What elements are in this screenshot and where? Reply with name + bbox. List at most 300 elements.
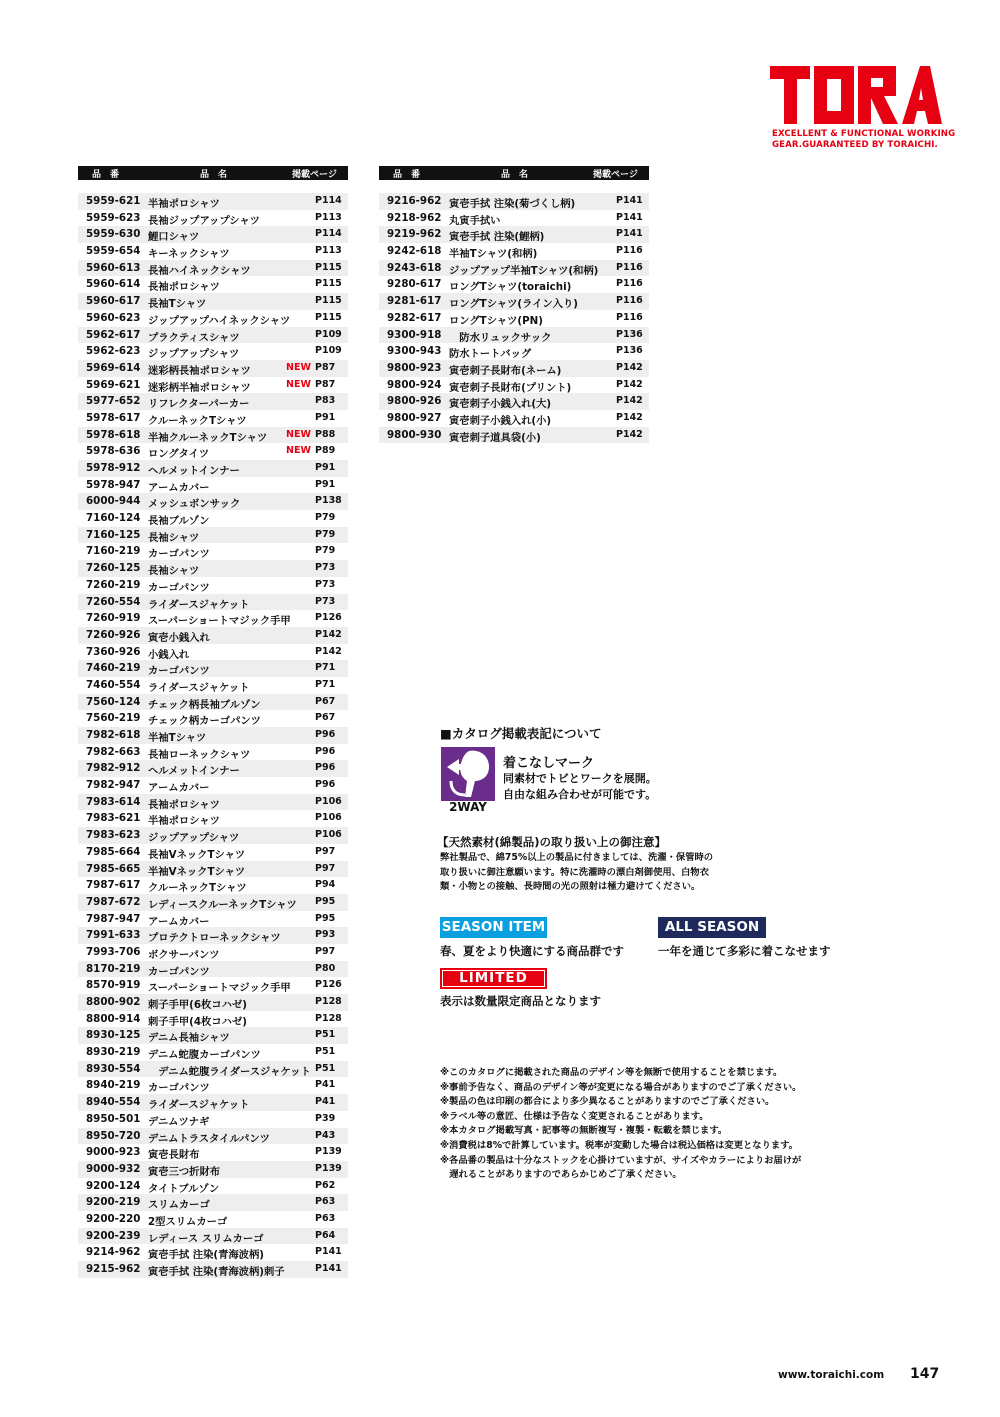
brand-tagline bbox=[772, 129, 955, 151]
table-row bbox=[78, 944, 348, 961]
toraichi-logo bbox=[770, 66, 942, 124]
table-row bbox=[78, 744, 348, 761]
table-row bbox=[78, 1211, 348, 1228]
page-ref: P87 bbox=[315, 361, 336, 373]
table-row bbox=[78, 210, 348, 227]
product-code: 7260-125 bbox=[86, 562, 141, 575]
product-name: プロテクトローネックシャツ bbox=[148, 932, 281, 945]
product-code: 5977-652 bbox=[86, 395, 141, 408]
page-ref: P51 bbox=[315, 1029, 336, 1041]
page-ref: P51 bbox=[315, 1062, 336, 1074]
page-ref: P41 bbox=[315, 1079, 336, 1091]
table-row bbox=[78, 1178, 348, 1195]
page-ref: P113 bbox=[315, 245, 342, 257]
product-name: メッシュボンサック bbox=[148, 498, 241, 511]
product-code: 7260-554 bbox=[86, 595, 141, 608]
product-code: 5960-614 bbox=[86, 278, 141, 291]
table-row bbox=[379, 327, 649, 344]
product-code: 9200-239 bbox=[86, 1229, 141, 1242]
page-ref: P115 bbox=[315, 278, 342, 290]
product-code: 5960-623 bbox=[86, 311, 141, 324]
product-name: 半袖クルーネックTシャツ bbox=[148, 431, 268, 444]
table-row bbox=[78, 477, 348, 494]
page-ref: P142 bbox=[616, 411, 643, 423]
product-name: レディース スリムカーゴ bbox=[148, 1232, 264, 1245]
product-name: ライダースジャケット bbox=[148, 598, 250, 611]
page-ref: P142 bbox=[315, 645, 342, 657]
disclaimer-item: ※このカタログに掲載された商品のデザイン等を無断で使用することを禁じます。 bbox=[440, 1067, 783, 1078]
product-name: 寅壱刺子長財布(ネーム) bbox=[449, 364, 562, 377]
table-row bbox=[78, 1228, 348, 1245]
page-ref: P43 bbox=[315, 1129, 336, 1141]
table-row bbox=[78, 1111, 348, 1128]
season-item-desc: 春、夏をより快適にする商品群です bbox=[440, 944, 624, 958]
header-name: 品 名 bbox=[200, 170, 228, 180]
page-ref: P141 bbox=[616, 195, 643, 206]
table-row bbox=[78, 510, 348, 527]
page-ref: P138 bbox=[315, 495, 342, 507]
product-code: 9281-617 bbox=[387, 295, 442, 308]
product-code: 9200-124 bbox=[86, 1179, 141, 1192]
product-name: ボクサーパンツ bbox=[148, 948, 220, 961]
product-code: 8800-914 bbox=[86, 1012, 141, 1025]
product-code: 9800-930 bbox=[387, 428, 442, 441]
table-row bbox=[78, 660, 348, 677]
page-ref: P91 bbox=[315, 411, 336, 423]
product-code: 7460-554 bbox=[86, 678, 141, 691]
product-table-right bbox=[379, 166, 649, 443]
page-ref: P93 bbox=[315, 929, 336, 941]
table-row bbox=[78, 1094, 348, 1111]
table-row bbox=[78, 977, 348, 994]
product-code: 9200-220 bbox=[86, 1212, 141, 1225]
product-name: カーゴパンツ bbox=[148, 581, 210, 594]
page-ref: P96 bbox=[315, 762, 336, 774]
page-ref: P89 bbox=[315, 445, 336, 457]
product-name: 迷彩柄半袖ポロシャツ bbox=[148, 381, 251, 394]
table-row bbox=[78, 1161, 348, 1178]
table-row bbox=[78, 727, 348, 744]
table-row bbox=[78, 794, 348, 811]
product-name: 刺子手甲(6枚コハゼ) bbox=[148, 999, 247, 1011]
product-code: 9000-932 bbox=[86, 1162, 141, 1175]
page-ref: P94 bbox=[315, 879, 336, 891]
product-name: 寅壱小銭入れ bbox=[148, 631, 210, 644]
product-code: 5969-621 bbox=[86, 378, 141, 391]
product-code: 7985-664 bbox=[86, 845, 141, 858]
table-row bbox=[78, 1194, 348, 1211]
page-ref: P142 bbox=[616, 361, 643, 373]
table-row bbox=[379, 193, 649, 210]
disclaimer-item: 遅れることがありますのであらかじめご了承ください。 bbox=[440, 1169, 682, 1181]
table-row bbox=[78, 694, 348, 711]
product-name: ジップアップハイネックシャツ bbox=[148, 314, 291, 327]
page-ref: P88 bbox=[315, 428, 336, 440]
product-code: 7360-926 bbox=[86, 645, 141, 658]
table-row bbox=[78, 1244, 348, 1261]
table-row bbox=[78, 627, 348, 644]
product-code: 7991-633 bbox=[86, 929, 141, 942]
product-name: 寅壱刺子道具袋(小) bbox=[449, 431, 541, 444]
page-ref: P141 bbox=[616, 228, 643, 240]
product-name: 防水リュックサック bbox=[449, 331, 552, 344]
table-row bbox=[78, 260, 348, 277]
disclaimer-item: ※事前予告なく、商品のデザイン等が変更になる場合がありますのでご了承ください。 bbox=[440, 1081, 802, 1093]
product-code: 7160-125 bbox=[86, 528, 141, 541]
new-badge: NEW bbox=[286, 445, 311, 457]
disclaimer-list bbox=[440, 1066, 801, 1183]
product-name: 寅壱手拭 注染(菊づくし柄) bbox=[449, 198, 576, 210]
product-code: 7983-621 bbox=[86, 812, 141, 825]
2way-mark-icon bbox=[441, 747, 495, 813]
table-row bbox=[78, 410, 348, 427]
limited-desc: 表示は数量限定商品となります bbox=[440, 994, 601, 1008]
table-row bbox=[78, 677, 348, 694]
table-row bbox=[78, 343, 348, 360]
table-row bbox=[379, 377, 649, 394]
product-code: 5959-654 bbox=[86, 245, 141, 258]
product-name: 長袖Tシャツ bbox=[148, 298, 207, 311]
page-ref: P128 bbox=[315, 1012, 342, 1024]
disclaimer-item: ※ラベル等の意匠、仕様は予告なく変更されることがあります。 bbox=[440, 1110, 709, 1122]
table-row bbox=[78, 1011, 348, 1028]
product-name: カーゴパンツ bbox=[148, 1082, 210, 1095]
table-row bbox=[78, 427, 348, 444]
product-code: 7160-219 bbox=[86, 545, 141, 558]
page-ref: P114 bbox=[315, 228, 342, 240]
table-row bbox=[78, 594, 348, 611]
table-row bbox=[379, 393, 649, 410]
tagline-line-1: EXCELLENT & FUNCTIONAL WORKING bbox=[772, 129, 956, 139]
product-name: カーゴパンツ bbox=[148, 548, 210, 561]
page-ref: P83 bbox=[315, 395, 336, 407]
product-name: アームカバー bbox=[148, 915, 210, 928]
table-row bbox=[78, 894, 348, 911]
product-name: ジップアップシャツ bbox=[148, 348, 240, 361]
page-ref: P51 bbox=[315, 1046, 336, 1058]
table-row bbox=[78, 1027, 348, 1044]
footer-url[interactable]: www.toraichi.com bbox=[778, 1369, 885, 1381]
page-ref: P139 bbox=[315, 1146, 342, 1158]
page-ref: P106 bbox=[315, 812, 342, 824]
product-code: 7260-926 bbox=[86, 628, 141, 641]
table-row bbox=[78, 310, 348, 327]
table-row bbox=[379, 226, 649, 243]
product-code: 7260-219 bbox=[86, 578, 141, 591]
catalog-notation-title: ■カタログ掲載表記について bbox=[440, 726, 602, 741]
table-row bbox=[379, 210, 649, 227]
product-name: 寅壱長財布 bbox=[148, 1149, 200, 1162]
product-name: デニム蛇腹カーゴパンツ bbox=[148, 1049, 261, 1062]
product-code: 5978-617 bbox=[86, 411, 141, 424]
product-name: 鯉口シャツ bbox=[148, 231, 200, 244]
product-name: タイトブルゾン bbox=[148, 1182, 220, 1195]
page-ref: P106 bbox=[315, 829, 342, 841]
product-name: デニムツナギ bbox=[148, 1115, 210, 1128]
mark-desc-line-1: 同素材でトビとワークを展開。 bbox=[503, 772, 657, 785]
table-row bbox=[78, 527, 348, 544]
product-name: チェック柄長袖ブルゾン bbox=[148, 698, 261, 711]
product-code: 5969-614 bbox=[86, 361, 141, 374]
page-ref: P73 bbox=[315, 562, 336, 574]
product-name: 半袖ポロシャツ bbox=[148, 198, 220, 210]
product-name: ライダースジャケット bbox=[148, 1099, 250, 1112]
product-code: 7160-124 bbox=[86, 512, 141, 525]
product-code: 7985-665 bbox=[86, 862, 141, 875]
product-name: 2型スリムカーゴ bbox=[148, 1215, 228, 1228]
page-ref: P96 bbox=[315, 745, 336, 757]
product-name: 丸寅手拭い bbox=[449, 214, 501, 227]
product-code: 7260-919 bbox=[86, 612, 141, 625]
product-name: 半袖ポロシャツ bbox=[148, 815, 220, 828]
new-badge: NEW bbox=[286, 378, 311, 390]
product-code: 7560-219 bbox=[86, 712, 141, 725]
tagline-line-2: GEAR.GUARANTEED BY TORAICHI. bbox=[772, 140, 938, 150]
table-row bbox=[78, 861, 348, 878]
page-ref: P116 bbox=[616, 311, 643, 323]
table-row bbox=[78, 193, 348, 210]
product-code: 5959-623 bbox=[86, 211, 141, 224]
product-code: 8800-902 bbox=[86, 996, 141, 1008]
product-code: 7983-614 bbox=[86, 795, 141, 808]
product-name: 寅壱手拭 注染(鯉柄) bbox=[449, 231, 545, 244]
table-header bbox=[379, 166, 649, 180]
page-ref: P141 bbox=[315, 1263, 342, 1274]
table-row bbox=[379, 310, 649, 327]
table-row bbox=[78, 994, 348, 1011]
product-name: ヘルメットインナー bbox=[148, 465, 240, 477]
product-code: 7982-912 bbox=[86, 762, 141, 775]
page-ref: P64 bbox=[315, 1229, 336, 1241]
product-name: 長袖VネックTシャツ bbox=[148, 848, 246, 861]
page-ref: P109 bbox=[315, 328, 342, 340]
product-code: 5959-630 bbox=[86, 228, 141, 241]
product-name: 寅壱三つ折財布 bbox=[148, 1165, 221, 1178]
product-name: デニム長袖シャツ bbox=[148, 1032, 230, 1045]
product-name: ロングTシャツ(ライン入り) bbox=[449, 298, 578, 311]
table-row bbox=[379, 276, 649, 293]
product-name: 半袖Tシャツ(和柄) bbox=[449, 248, 538, 261]
table-row bbox=[78, 493, 348, 510]
page-ref: P67 bbox=[315, 695, 336, 707]
page-ref: P39 bbox=[315, 1112, 336, 1124]
page-ref: P62 bbox=[315, 1179, 336, 1191]
page-ref: P96 bbox=[315, 729, 336, 740]
page-number: 147 bbox=[910, 1366, 940, 1382]
table-row bbox=[78, 1044, 348, 1061]
page-ref: P142 bbox=[616, 378, 643, 390]
table-row bbox=[78, 760, 348, 777]
header-page: 掲載ページ bbox=[292, 170, 337, 180]
page-ref: P128 bbox=[315, 996, 342, 1007]
product-code: 7987-672 bbox=[86, 895, 141, 908]
table-row bbox=[78, 810, 348, 827]
product-name: リフレクターパーカー bbox=[148, 398, 250, 411]
product-name: クルーネックTシャツ bbox=[148, 414, 247, 427]
mark-desc-line-2: 自由な組み合わせが可能です。 bbox=[503, 788, 657, 801]
product-name: スーパーショートマジック手甲 bbox=[148, 982, 291, 995]
product-code: 7982-663 bbox=[86, 745, 141, 758]
product-code: 8930-554 bbox=[86, 1062, 141, 1075]
page-ref: P91 bbox=[315, 462, 336, 473]
table-row bbox=[78, 911, 348, 928]
season-item-badge: SEASON ITEM bbox=[440, 917, 547, 938]
page-ref: P142 bbox=[616, 395, 643, 407]
header-page: 掲載ページ bbox=[593, 170, 638, 180]
product-name: 寅壱刺子小銭入れ(小) bbox=[449, 414, 552, 427]
product-code: 9242-618 bbox=[387, 245, 442, 258]
table-row bbox=[78, 560, 348, 577]
cotton-line: 類・小物との接触、長時間の光の照射は極力避けてください。 bbox=[440, 881, 701, 892]
product-table-left bbox=[78, 166, 348, 1278]
table-row bbox=[379, 427, 649, 444]
page-ref: P63 bbox=[315, 1212, 336, 1224]
disclaimer-item: ※消費税は8%で計算しています。税率が変動した場合は税込価格は変更となります。 bbox=[440, 1139, 799, 1151]
product-name: デニムトラスタイルパンツ bbox=[148, 1132, 270, 1145]
table-row bbox=[78, 543, 348, 560]
page-ref: P126 bbox=[315, 612, 342, 624]
product-code: 9800-927 bbox=[387, 411, 442, 424]
product-name: 小銭入れ bbox=[148, 648, 190, 661]
product-name: ヘルメットインナー bbox=[148, 765, 240, 778]
product-name: 寅壱手拭 注染(青海波柄) bbox=[148, 1249, 264, 1262]
page-ref: P91 bbox=[315, 478, 336, 490]
cotton-line: 取り扱いに御注意願います。特に洗濯時の漂白剤御使用、白物衣 bbox=[440, 866, 709, 878]
product-name: デニム蛇腹ライダースジャケット bbox=[148, 1065, 311, 1078]
mark-description bbox=[503, 771, 657, 803]
product-code: 8930-125 bbox=[86, 1029, 141, 1042]
page-ref: P63 bbox=[315, 1196, 336, 1208]
product-code: 5962-623 bbox=[86, 345, 141, 358]
product-name: 半袖VネックTシャツ bbox=[148, 865, 246, 878]
product-name: 半袖Tシャツ bbox=[148, 732, 207, 744]
product-code: 9219-962 bbox=[387, 228, 442, 241]
all-season-badge: ALL SEASON bbox=[658, 917, 766, 938]
page-ref: P41 bbox=[315, 1096, 336, 1108]
table-row bbox=[379, 243, 649, 260]
product-code: 8940-554 bbox=[86, 1096, 141, 1109]
table-row bbox=[78, 360, 348, 377]
table-row bbox=[78, 827, 348, 844]
product-name: 長袖シャツ bbox=[148, 531, 200, 544]
table-row bbox=[78, 226, 348, 243]
product-code: 9200-219 bbox=[86, 1196, 141, 1209]
limited-badge bbox=[440, 968, 547, 989]
product-code: 7987-947 bbox=[86, 912, 141, 925]
page-ref: P73 bbox=[315, 578, 336, 590]
new-badge: NEW bbox=[286, 361, 311, 373]
page-ref: P142 bbox=[616, 428, 643, 440]
page-ref: P79 bbox=[315, 545, 336, 557]
table-row bbox=[78, 577, 348, 594]
product-code: 7982-947 bbox=[86, 779, 141, 792]
page-ref: P113 bbox=[315, 211, 342, 223]
product-name: ライダースジャケット bbox=[148, 681, 250, 694]
disclaimer-item: ※製品の色は印刷の都合により多少異なることがありますのでご了承ください。 bbox=[440, 1096, 775, 1108]
product-code: 8170-219 bbox=[86, 962, 141, 975]
product-name: プラクティスシャツ bbox=[148, 331, 240, 344]
cotton-line: 弊社製品で、綿75%以上の製品に付きましては、洗濯・保管時の bbox=[440, 852, 714, 863]
table-header bbox=[78, 166, 348, 180]
table-row bbox=[78, 1144, 348, 1161]
product-code: 8950-720 bbox=[86, 1129, 141, 1142]
table-row bbox=[78, 710, 348, 727]
product-name: キーネックシャツ bbox=[148, 248, 230, 261]
product-code: 8930-219 bbox=[86, 1046, 141, 1059]
product-code: 9800-926 bbox=[387, 395, 442, 408]
table-row bbox=[379, 293, 649, 310]
product-code: 9243-618 bbox=[387, 261, 442, 274]
product-code: 5962-617 bbox=[86, 328, 141, 341]
product-code: 7560-124 bbox=[86, 695, 141, 708]
product-name: スーパーショートマジック手甲 bbox=[148, 615, 291, 628]
page-ref: P141 bbox=[616, 211, 643, 223]
table-row bbox=[379, 343, 649, 360]
product-code: 9000-923 bbox=[86, 1146, 141, 1159]
product-name: 防水トートバッグ bbox=[449, 348, 532, 361]
product-name: アームカバー bbox=[148, 782, 210, 795]
product-code: 7983-623 bbox=[86, 829, 141, 842]
page-ref: P116 bbox=[616, 245, 643, 257]
page-ref: P116 bbox=[616, 261, 643, 273]
product-name: 迷彩柄長袖ポロシャツ bbox=[148, 364, 251, 377]
table-row bbox=[78, 877, 348, 894]
product-code: 7987-617 bbox=[86, 879, 141, 892]
disclaimer-item: ※各品番の製品は十分なストックを心掛けていますが、サイズやカラーによりお届けが bbox=[440, 1154, 802, 1166]
header-code: 品 番 bbox=[393, 170, 421, 180]
page-ref: P97 bbox=[315, 862, 336, 874]
table-row bbox=[78, 644, 348, 661]
page-ref: P97 bbox=[315, 945, 336, 957]
product-code: 9300-943 bbox=[387, 345, 442, 358]
table-row bbox=[78, 610, 348, 627]
product-name: レディースクルーネックTシャツ bbox=[148, 898, 297, 911]
product-code: 9800-923 bbox=[387, 361, 442, 374]
page-ref: P80 bbox=[315, 962, 336, 974]
table-row bbox=[78, 1128, 348, 1145]
page-ref: P136 bbox=[616, 328, 643, 340]
page-ref: P115 bbox=[315, 311, 342, 323]
product-code: 5978-636 bbox=[86, 445, 141, 458]
product-code: 9800-924 bbox=[387, 378, 442, 391]
cotton-notice-title: 【天然素材(綿製品)の取り扱い上の御注意】 bbox=[437, 835, 667, 849]
table-row bbox=[78, 1077, 348, 1094]
2way-label: 2WAY bbox=[449, 800, 487, 813]
product-name: 寅壱手拭 注染(青海波柄)刺子 bbox=[148, 1266, 285, 1278]
page-ref: P106 bbox=[315, 795, 342, 807]
page-ref: P71 bbox=[315, 662, 336, 674]
product-code: 9215-962 bbox=[86, 1263, 141, 1275]
product-code: 5978-912 bbox=[86, 462, 141, 474]
product-name: アームカバー bbox=[148, 481, 210, 494]
page-ref: P116 bbox=[616, 295, 643, 307]
product-code: 9218-962 bbox=[387, 211, 442, 224]
page-ref: P95 bbox=[315, 912, 336, 924]
product-code: 6000-944 bbox=[86, 495, 141, 508]
all-season-desc: 一年を通じて多彩に着こなせます bbox=[658, 944, 831, 958]
table-row bbox=[78, 1061, 348, 1078]
page-ref: P142 bbox=[315, 628, 342, 640]
product-name: 寅壱刺子小銭入れ(大) bbox=[449, 398, 552, 411]
product-name: 長袖シャツ bbox=[148, 565, 200, 578]
product-name: ロングタイツ bbox=[148, 448, 210, 461]
page-ref: P109 bbox=[315, 345, 342, 357]
product-code: 8940-219 bbox=[86, 1079, 141, 1092]
table-row bbox=[78, 777, 348, 794]
product-code: 5978-947 bbox=[86, 478, 141, 491]
product-code: 9300-918 bbox=[387, 328, 442, 341]
table-row bbox=[78, 243, 348, 260]
